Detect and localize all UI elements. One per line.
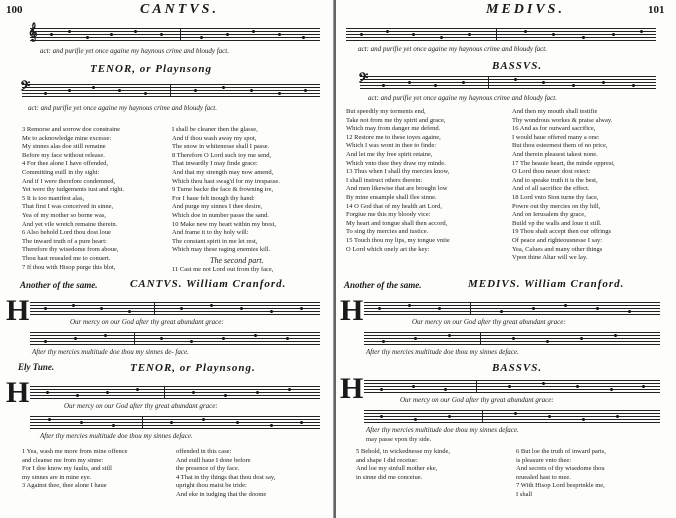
verse-line: And that my strength may now amend, <box>172 168 274 176</box>
page-number: 100 <box>6 4 23 16</box>
part-label: BASSVS. <box>492 60 543 72</box>
verse-line: may passe vpon thy side. <box>366 436 432 443</box>
verse-line: Forgiue me this my bloody vice: <box>346 211 431 219</box>
verse-line: 19 Thou shalt accept then our offrings <box>512 228 612 236</box>
verse-line: By mine ensample shall flee sinne. <box>346 193 437 201</box>
verse-line: 8 Therefore O Lord such ioy me send, <box>172 151 272 159</box>
lyric-line: Our mercy on our God after thy great abundant grace: <box>70 318 224 326</box>
verse-line: Which vnto thee they draw my minde. <box>346 159 446 167</box>
verse-line: Powre out thy mercies on thy hill, <box>512 202 601 210</box>
verse-line: Therefore thy wisedome from aboue, <box>22 246 119 254</box>
composer-credit: MEDIVS. William Cranford. <box>468 278 625 290</box>
verse-line: For I doe know my faults, and still <box>22 465 112 473</box>
verse-line: 3 Remorse and sorrow doe constraine <box>22 126 121 133</box>
verse-line: 11 Cast me not Lord out from thy face, <box>172 266 274 273</box>
verse-line: Which thou hast swag'd for my trespasse. <box>172 177 280 185</box>
verse-line: My sinnes alas doe still remaine <box>22 143 106 151</box>
part-label: BASSVS. <box>492 362 543 374</box>
verse-line: The constant spirit in me let rest, <box>172 237 258 245</box>
lyric-line: After thy mercies multitude doe thou my sinnes deface. <box>366 426 519 434</box>
verse-column <box>346 108 450 254</box>
verse-line: O Lord which onely art the key: <box>346 245 430 253</box>
verse-line: my sinnes are in mine eye. <box>22 473 92 481</box>
verse-line: 1 Yea, wash me more from mine offence <box>22 448 128 455</box>
verse-line: in sinne did me conceiue. <box>356 473 423 481</box>
verse-column <box>512 108 615 263</box>
verse-line: 6 Also behold Lord thou dost loue <box>22 229 111 237</box>
verse-line: 6 But loe the truth of inward parts, <box>516 448 606 455</box>
verse-line: 3 Against thee, thee alone I haue <box>22 482 107 490</box>
verse-line: Committing euill in thy sight: <box>22 168 100 176</box>
section-heading: Another of the same. <box>20 280 98 290</box>
music-staff <box>30 386 320 400</box>
verse-line: 14 O God that of my health art Lord, <box>346 202 442 210</box>
part-label: TENOR, or Playnsong. <box>130 362 256 374</box>
verse-line: 5 It is too manifest alas, <box>22 194 85 202</box>
verse-line: is pleasure vnto thee: <box>516 456 572 464</box>
verse-column <box>22 448 127 491</box>
verse-line: Thou hast reuealed me to conuert. <box>22 254 111 262</box>
verse-line: And if I were therefore condemned, <box>22 177 116 185</box>
verse-line: And of all sacrifice the effect. <box>512 185 590 193</box>
verse-line: Which may from danger me defend. <box>346 125 441 133</box>
verse-column <box>516 448 606 500</box>
verse-line: 17 The heauie heart, the minde opprest, <box>512 159 615 167</box>
verse-line: Thy wondrous workes & praise alway. <box>512 116 613 124</box>
verse-line: 13 Thus when I shall thy mercies know, <box>346 168 450 176</box>
verse-line: And secrets of thy wisedome thou <box>516 465 605 473</box>
verse-line: But speedily my torments end, <box>346 108 426 115</box>
verse-line: Which I was wont in thee to finde: <box>346 142 437 150</box>
verse-line: Take not from me thy spirit and grace, <box>346 116 446 124</box>
music-staff: 𝄢 <box>22 84 320 98</box>
initial-letter: H <box>340 294 364 327</box>
lyric-line: Our mercy on our God after thy great abundant grace: <box>400 396 554 404</box>
verse-line: 5 Behold, in wickednesse my kinde, <box>356 448 451 455</box>
part-label: TENOR, or Playnsong <box>90 63 212 75</box>
verse-line: And men likewise that are brought low <box>346 185 448 193</box>
lyric-line: act: and purifie yet once againe my haynous crime and bloudy fact. <box>358 45 547 53</box>
verse-line: I shall instruct others therein: <box>346 176 423 184</box>
verse-line: And frame it to thy holy will: <box>172 229 249 237</box>
lyric-line: After thy mercies multitude doe thou my sinnes deface. <box>366 348 519 356</box>
verse-line: reuealed hast to mee. <box>516 473 571 481</box>
verse-line: 4 For thee alone I have offended, <box>22 160 108 168</box>
verse-line: 9 Turne backe the face & frowning ire, <box>172 186 274 194</box>
verse-line: Vpon thine Altar will we lay. <box>512 254 588 262</box>
verse-line: And on Ierusalem thy grace, <box>512 211 586 219</box>
section-heading: Another of the same. <box>344 280 422 290</box>
composer-credit: CANTVS. William Cranford. <box>130 278 287 290</box>
music-staff <box>30 302 320 316</box>
verse-line: And then my mouth shall testifie <box>512 108 598 115</box>
initial-letter: H <box>340 372 364 405</box>
verse-line: Which doe in number passe the sand. <box>172 211 269 219</box>
verse-line: To sing thy mercies and iustice. <box>346 228 429 236</box>
verse-line: Before my face without release. <box>22 151 105 159</box>
verse-line: 7 If thou with Hisop purge this blot, <box>22 263 116 271</box>
page-number: 101 <box>648 4 665 16</box>
verse-line: 15 Touch thou my lips, my tongue vntie <box>346 236 450 244</box>
verse-line: Which may these raging enemies kill. <box>172 246 271 254</box>
left-page <box>0 0 334 518</box>
music-staff <box>346 28 656 42</box>
verse-line: That inwardly I may finde grace: <box>172 160 258 168</box>
running-head: CANTVS. <box>140 2 219 17</box>
verse-line: The inward truth of a pure heart: <box>22 237 107 245</box>
verse-line: and cleanse me from my sinne: <box>22 456 104 464</box>
verse-line: 18 Lord vnto Sion turne thy face, <box>512 193 599 201</box>
music-staff: 𝄞 <box>30 28 320 42</box>
verse-line: Yea, Calues and many other things <box>512 245 603 253</box>
verse-line: offended in this case: <box>176 448 232 455</box>
verse-line: For I haue felt inough thy hand: <box>172 194 255 202</box>
music-staff <box>30 416 320 430</box>
lyric-line: Our mercy on our God after thy great abundant grace: <box>412 318 566 326</box>
right-page <box>336 0 676 518</box>
verse-line: 12 Restore me to these ioyes againe, <box>346 133 441 141</box>
music-staff: 𝄢 <box>360 76 656 90</box>
music-staff <box>30 332 320 346</box>
verse-line: the presence of thy face. <box>176 465 240 473</box>
verse-line: And eke in iudging that the doome <box>176 490 267 498</box>
second-part-heading: The second part. <box>210 256 264 265</box>
verse-line: I shall <box>516 490 533 498</box>
verse-column <box>172 126 280 255</box>
verse-line: And let me thy free spirit retaine, <box>346 150 433 158</box>
verse-line: That first I was conceived in sinne, <box>22 203 114 211</box>
verse-line: The snow in whitenesse shall I passe. <box>172 143 270 151</box>
verse-column <box>176 448 275 500</box>
verse-line: 10 Make new my heart within my brest, <box>172 220 276 228</box>
lyric-line: Our mercy on our God after thy great abundant grace: <box>64 402 218 410</box>
verse-line: And if thou wash away my spot, <box>172 134 257 142</box>
verse-line: Build vp the walls and loue it still. <box>512 219 602 227</box>
verse-line: And loe my sinfull mother eke, <box>356 465 438 473</box>
verse-line: And purge my sinnes I thee desire, <box>172 203 263 211</box>
verse-column <box>22 126 124 272</box>
verse-line: I shall be cleaner then the glasse, <box>172 126 258 133</box>
lyric-line: After thy mercies multitude doe thou my sinnes deface. <box>40 432 193 440</box>
verse-line: Me to acknowledge mine excesse: <box>22 134 112 142</box>
verse-line: and shape I did receiue: <box>356 456 418 464</box>
music-staff <box>364 380 660 394</box>
verse-line: My heart and tongue shall then accord, <box>346 219 448 227</box>
verse-line: And yet vile wretch remaine therein. <box>22 220 118 228</box>
verse-line: O Lord thou neuer dost reiect: <box>512 168 591 176</box>
running-head: MEDIVS. <box>486 2 565 17</box>
tune-name: Ely Tune. <box>18 362 55 372</box>
verse-line: I would haue offered many a one: <box>512 133 600 141</box>
lyric-line: act: and purifie yet once againe my haynous crime and bloudy fact. <box>40 47 229 55</box>
music-staff <box>364 332 660 346</box>
verse-line: And euill haue I done before <box>176 456 251 464</box>
verse-line: 16 And as for outward sacrifice, <box>512 125 596 133</box>
verse-line: Yet were thy iudgements iust and right. <box>22 186 125 194</box>
verse-column <box>356 448 450 482</box>
verse-line: And therein pleasest takest none. <box>512 150 598 158</box>
verse-line: upright thou maist be tride: <box>176 482 247 490</box>
verse-line: Of peace and righteousnesse I say: <box>512 236 603 244</box>
initial-letter: H <box>6 294 30 327</box>
verse-line: And to speake truth it is the best, <box>512 176 598 184</box>
lyric-line: act: and purifie yet once againe my haynous crime and bloudy fact. <box>28 104 217 112</box>
verse-line: But thou esteemest them of no price, <box>512 142 608 150</box>
verse-line: Yea of my mother so borne was, <box>22 211 107 219</box>
music-staff <box>364 410 660 424</box>
verse-line: 7 With Hisop Lord besprinkle me, <box>516 482 605 490</box>
lyric-line: act: and purifie yet once againe my haynous crime and bloudy fact. <box>368 94 557 102</box>
initial-letter: H <box>6 376 30 409</box>
lyric-line: After thy mercies multitude doe thou my sinnes de- face. <box>32 348 189 356</box>
music-staff <box>364 302 660 316</box>
verse-line: 4 That in thy things that thou dost say, <box>176 473 276 481</box>
